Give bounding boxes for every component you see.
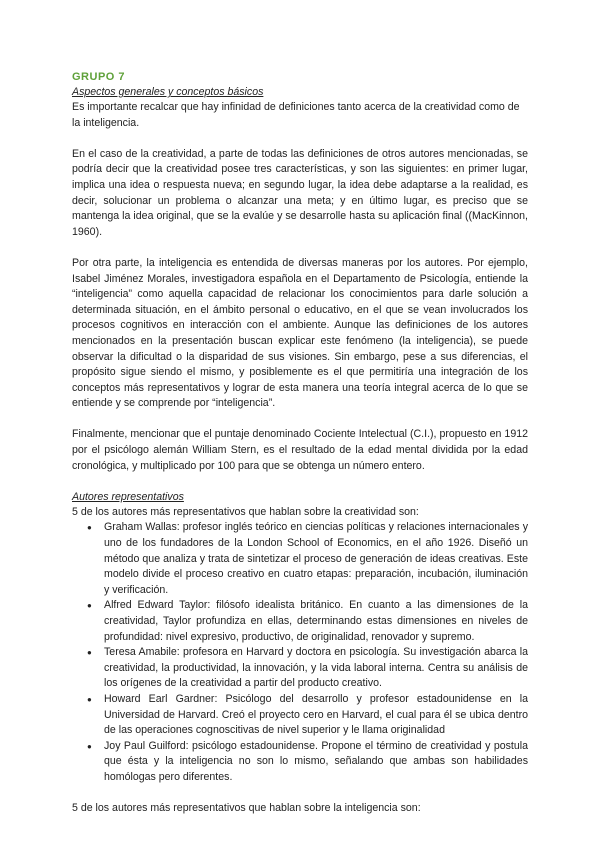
creativity-paragraph: En el caso de la creatividad, a parte de todas las definiciones de otros autores mencionadas, se podría decir que la creatividad posee tres características, y son las siguientes: en primer lugar, implica una idea o respuesta nueva; en segundo lugar, la idea debe adaptarse a la realidad, es decir, solucionar un problema o alcanzar una meta; y en último lugar, es preciso que se mantenga la idea original, que se la evalúe y se desarrolle hasta su aplicación final ((MacKinnon, 1960). bbox=[72, 147, 528, 238]
list-item: ● Joy Paul Guilford: psicólogo estadounidense. Propone el término de creatividad y postula que ésta y la inteligencia no son lo mismo, señalando que ambas son habilidades homólogas pero diferentes. bbox=[104, 739, 528, 786]
document-page bbox=[72, 70, 528, 817]
group-title: GRUPO 7 bbox=[72, 71, 126, 83]
intelligence-authors-intro: 5 de los autores más representativos que hablan sobre la inteligencia son: bbox=[72, 802, 421, 815]
intro-paragraph: Es importante recalcar que hay infinidad de definiciones tanto acerca de la creatividad como de la inteligencia. bbox=[72, 101, 520, 129]
list-item: ● Howard Earl Gardner: Psicólogo del desarrollo y profesor estadounidense en la Universidad de Harvard. Creó el proyecto cero en Harvard, el cual para él se ubica dentro de las operaciones cognoscitivas de nivel superior y le llama originalidad bbox=[104, 692, 528, 739]
intelligence-paragraph: Por otra parte, la inteligencia es entendida de diversas maneras por los autores. Por ejemplo, Isabel Jiménez Morales, investigadora española en el Departamento de Psicología, entiende la “inteligencia” como aquella capacidad de relacionar los conocimientos para darle solución a determinada situación, en el ámbito personal o educativo, en el que se vean involucrados los procesos cognitivos en interacción con el ambiente. Aunque las definiciones de los autores mencionados en la presentación buscan explicar este fenómeno (la inteligencia), se puede observar la dificultad o la disparidad de sus visiones. Sin embargo, pese a sus diferencias, el propósito sigue siendo el mismo, y posiblemente es el que permitiría una integración de los conceptos más representativos y lograr de esta manera una teoría integral acerca de lo que se entiende y se comprende por “inteligencia”. bbox=[72, 256, 528, 410]
ci-paragraph: Finalmente, mencionar que el puntaje denominado Cociente Intelectual (C.I.), propuesto en 1912 por el psicólogo alemán William Stern, es el resultado de la edad mental dividida por la edad cronológica, y multiplicado por 100 para que se obtenga un número entero. bbox=[72, 428, 528, 472]
section-title-autores: Autores representativos bbox=[72, 490, 184, 503]
list-item: ● Graham Wallas: profesor inglés teórico en ciencias políticas y relaciones internacionales y uno de los fundadores de la London School of Economics, en el año 1926. Diseñó un método que analiza y trata de sintetizar el proceso de generación de ideas creativas. Este modelo divide el proceso creativo en cuatro etapas: preparación, incubación, iluminación y verificación. bbox=[104, 520, 528, 598]
list-item: ● Teresa Amabile: profesora en Harvard y doctora en psicología. Su investigación abarca la creatividad, la productividad, la innovación, y la vida laboral interna. Centra su análisis de los orígenes de la creatividad a partir del producto creativo. bbox=[104, 645, 528, 692]
creativity-authors-intro: 5 de los autores más representativos que hablan sobre la creatividad son: bbox=[72, 505, 419, 518]
list-item: ● Alfred Edward Taylor: filósofo idealista británico. En cuanto a las dimensiones de la creatividad, Taylor profundiza en ellas, determinando estas dimensiones en niveles de profundidad: nivel expresivo, productivo, de originalidad, renovador y supremo. bbox=[104, 598, 528, 645]
section-title-aspectos: Aspectos generales y conceptos básicos bbox=[72, 86, 264, 98]
creativity-authors-list bbox=[72, 520, 528, 785]
